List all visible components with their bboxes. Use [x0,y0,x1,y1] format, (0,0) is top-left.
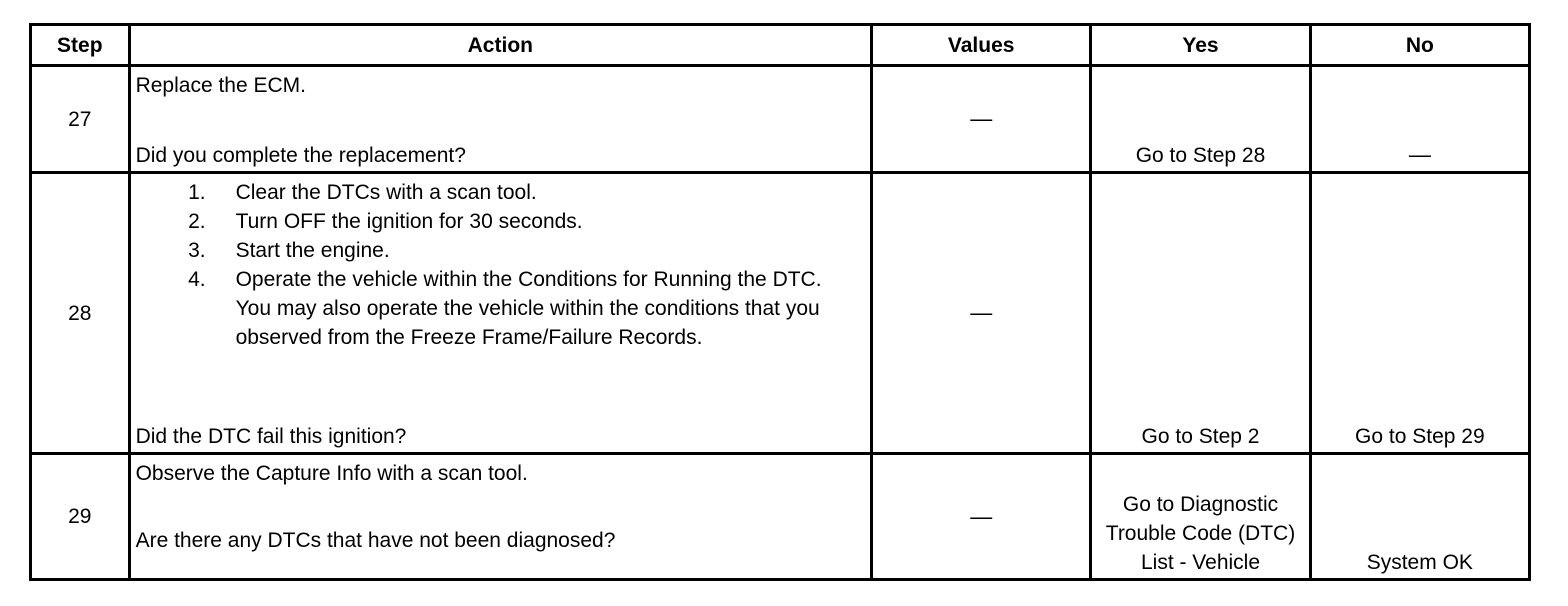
values-dash: — [970,106,993,131]
list-item [136,207,864,236]
header-no: No [1310,25,1529,66]
header-step: Step [31,25,130,66]
no-result: System OK [1366,551,1473,574]
values-dash: — [970,300,993,325]
values-dash: — [970,503,993,529]
action-question: Did you complete the replacement? [135,144,466,167]
header-values: Values [872,25,1091,66]
diagnostic-table [29,23,1531,581]
list-item-text: Operate the vehicle within the Conditions for Running the DTC. You may also operate the vehicle within the conditions that you observed from the Freeze Frame/Failure Records. [235,268,822,349]
step-number: 28 [31,173,130,454]
action-question: Did the DTC fail this ignition? [135,425,407,448]
action-cell [129,173,871,454]
table-row [31,66,1530,173]
no-result: Go to Step 29 [1355,425,1485,448]
yes-cell [1091,454,1310,580]
header-yes: Yes [1091,25,1310,66]
action-question: Are there any DTCs that have not been diagnosed? [135,529,616,552]
yes-result: Go to Step 2 [1141,425,1260,448]
header-action: Action [129,25,871,66]
list-item [136,265,864,352]
action-cell [129,454,871,580]
no-cell [1310,66,1529,173]
values-cell [872,66,1091,173]
list-item-number: 4. [188,268,206,291]
list-item-number: 2. [188,210,206,233]
header-row [31,25,1530,66]
list-item-text: Turn OFF the ignition for 30 seconds. [235,210,583,233]
no-cell [1310,454,1529,580]
action-steps [136,178,864,352]
list-item [136,236,864,265]
yes-cell [1091,66,1310,173]
action-text: Observe the Capture Info with a scan tool. [135,462,528,485]
table-row [31,454,1530,580]
list-item-text: Clear the DTCs with a scan tool. [235,181,537,204]
list-item-text: Start the engine. [235,239,390,262]
yes-cell [1091,173,1310,454]
list-item-number: 1. [188,181,206,204]
table-row [31,173,1530,454]
values-cell [872,173,1091,454]
yes-result: Go to Diagnostic Trouble Code (DTC) List - Vehicle [1105,493,1296,574]
yes-result: Go to Step 28 [1135,144,1266,167]
action-text: Replace the ECM. [135,74,306,97]
values-cell [872,454,1091,580]
no-result: — [1408,142,1431,167]
list-item [136,178,864,207]
step-number: 29 [31,454,130,580]
step-number: 27 [31,66,130,173]
action-cell [129,66,871,173]
list-item-number: 3. [188,239,206,262]
no-cell [1310,173,1529,454]
action-step-list [136,178,864,352]
